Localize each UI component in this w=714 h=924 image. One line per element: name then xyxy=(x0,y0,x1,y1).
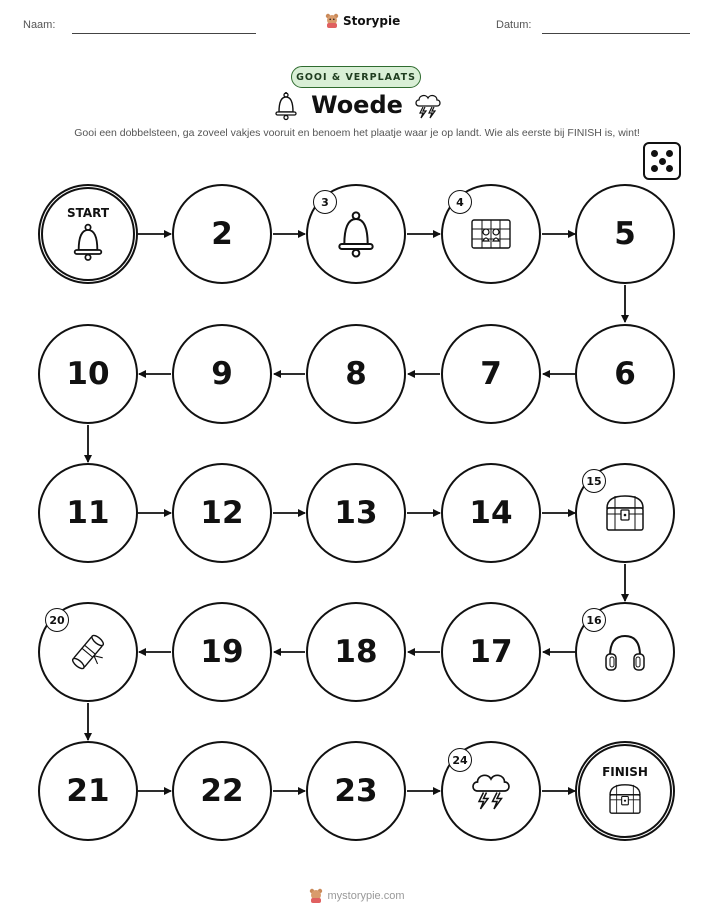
cell-number: 18 xyxy=(334,634,378,670)
footer xyxy=(0,888,714,904)
cell-number: 10 xyxy=(66,356,110,392)
cell-number: 12 xyxy=(200,495,244,531)
treasure-chest-icon xyxy=(605,781,645,817)
name-label: Naam: xyxy=(23,19,56,31)
cell-badge: 20 xyxy=(45,608,69,632)
date-label: Datum: xyxy=(496,19,532,31)
instructions: Gooi een dobbelsteen, ga zoveel vakjes vooruit en benoem het plaatje waar je op landt. Wie als eerste bij FINISH is, wint! xyxy=(74,127,640,139)
bear-icon xyxy=(309,888,323,904)
board-game-icon xyxy=(468,214,514,254)
cell-number: 7 xyxy=(480,356,502,392)
board-cell-finish xyxy=(575,741,675,841)
start-label: START xyxy=(66,206,110,220)
headphones-icon xyxy=(602,630,648,674)
bell-icon xyxy=(68,222,108,262)
page-title: Woede xyxy=(311,91,403,119)
cell-badge: 15 xyxy=(582,469,606,493)
cell-number: 2 xyxy=(211,216,233,252)
board-cell-9 xyxy=(172,324,272,424)
bell-icon xyxy=(333,209,379,259)
cell-badge: 4 xyxy=(448,190,472,214)
treasure-chest-icon xyxy=(601,492,649,534)
board-cell-19 xyxy=(172,602,272,702)
board-cell-23 xyxy=(306,741,406,841)
cell-badge: 3 xyxy=(313,190,337,214)
board-cell-10 xyxy=(38,324,138,424)
board-cell-14 xyxy=(441,463,541,563)
cell-number: 22 xyxy=(200,773,244,809)
board-cell-17 xyxy=(441,602,541,702)
cell-number: 13 xyxy=(334,495,378,531)
board-cell-2 xyxy=(172,184,272,284)
cell-badge: 16 xyxy=(582,608,606,632)
cell-number: 6 xyxy=(614,356,636,392)
cell-number: 23 xyxy=(334,773,378,809)
game-type-badge: GOOI & VERPLAATS xyxy=(291,66,421,88)
board-cell-6 xyxy=(575,324,675,424)
board-cell-start xyxy=(38,184,138,284)
cell-number: 17 xyxy=(469,634,513,670)
cell-number: 14 xyxy=(469,495,513,531)
footer-url[interactable]: mystorypie.com xyxy=(327,890,405,902)
brand-name: Storypie xyxy=(343,14,401,28)
storm-cloud-icon xyxy=(467,770,515,812)
board-cell-18 xyxy=(306,602,406,702)
finish-label: FINISH xyxy=(602,765,648,779)
cell-number: 5 xyxy=(614,216,636,252)
cell-number: 8 xyxy=(345,356,367,392)
cell-badge: 24 xyxy=(448,748,472,772)
board-cell-21 xyxy=(38,741,138,841)
board-cell-12 xyxy=(172,463,272,563)
cell-number: 11 xyxy=(66,495,110,531)
board-cell-5 xyxy=(575,184,675,284)
cell-number: 9 xyxy=(211,356,233,392)
board-cell-8 xyxy=(306,324,406,424)
board-cell-7 xyxy=(441,324,541,424)
board-cell-22 xyxy=(172,741,272,841)
scroll-icon xyxy=(65,627,111,677)
board-cell-13 xyxy=(306,463,406,563)
cell-number: 19 xyxy=(200,634,244,670)
board-cell-11 xyxy=(38,463,138,563)
cell-number: 21 xyxy=(66,773,110,809)
